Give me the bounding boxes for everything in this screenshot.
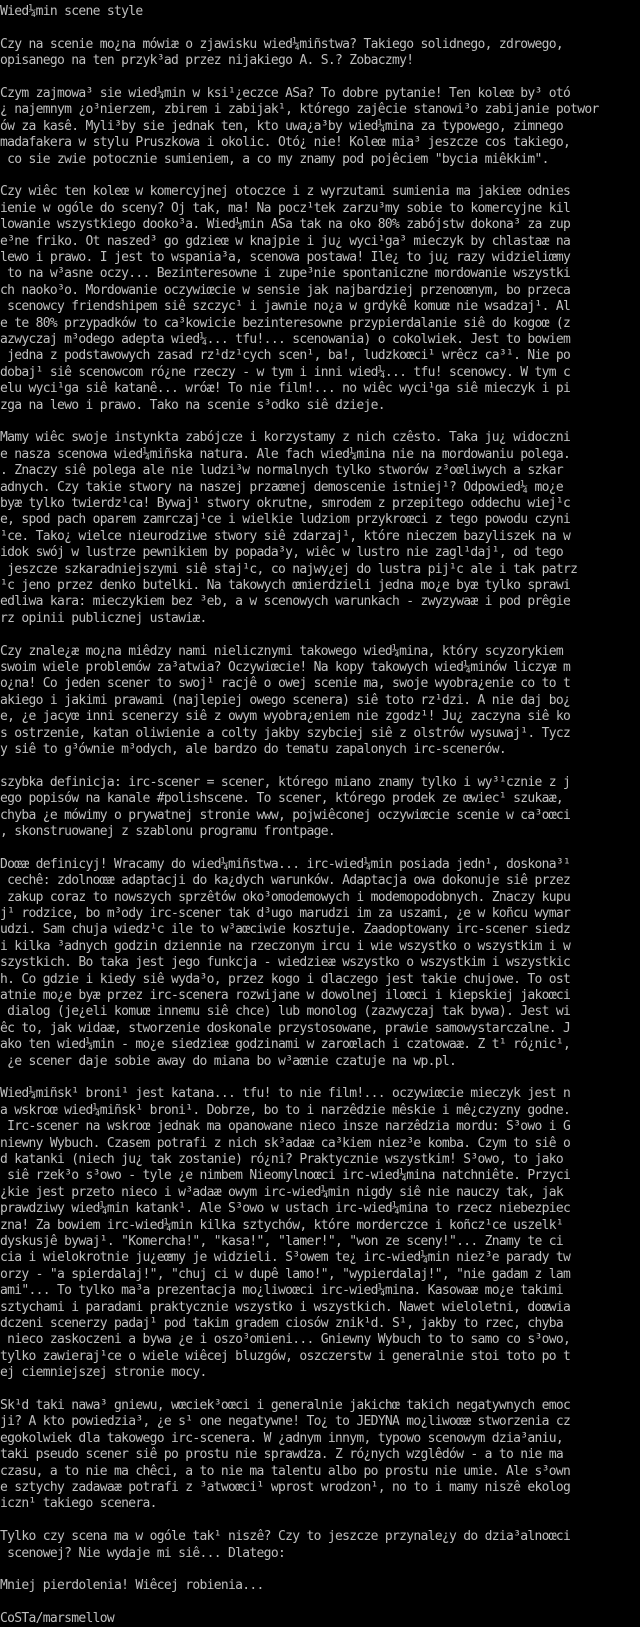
text-line: e, spod pach oparem zamrczaj¹ce i wielkie ludziom przykroœci z tego powodu czyni bbox=[0, 512, 571, 528]
text-line: scenowej? Nie wydaje mi siê... Dlatego: bbox=[0, 1545, 286, 1561]
text-line: nieco zaskoczeni a bywa ¿e i oszo³omieni... Gniewny Wybuch to to samo co s³owo, bbox=[0, 1332, 571, 1348]
text-line: siê rzek³o s³owo - tyle ¿e nimbem Nieomylnoœci irc-wied¼mina natchniête. Przyci bbox=[0, 1168, 571, 1184]
text-line: szybka definicja: irc-scener = scener, którego miano znamy tylko i wy³¹cznie z j bbox=[0, 774, 571, 790]
text-line: tylko zawieraj¹ce o wiele wiêcej bluzgów, oszczerstw i generalnie stoi toto po t bbox=[0, 1348, 571, 1364]
text-line: e te 80% przypadków to ca³kowicie bezinteresowne przypierdalanie siê do kogoœ (z bbox=[0, 315, 571, 331]
text-line: i kilka ³adnych godzin dziennie na rzeczonym ircu i wie wszystko o wszystkim i w bbox=[0, 938, 571, 954]
text-line: atnie mo¿e byæ przez irc-scenera rozwijane w dowolnej iloœci i kiepskiej jakoœci bbox=[0, 988, 571, 1003]
text-line: êc to, jak widaæ, stworzenie doskonale przystosowane, prawie samowystarczalne. J bbox=[0, 1020, 571, 1036]
text-line: egokolwiek dla takowego irc-scenera. W ¿adnym innym, typowo scenowym dzia³aniu, bbox=[0, 1430, 564, 1446]
text-line: azwyczaj m³odego adepta wied¼... tfu!... scenowania) o cokolwiek. Jest to bowiem bbox=[0, 332, 571, 347]
text-line: adnych. Czy takie stwory na naszej przaœnej demoscenie istniej¹? Odpowied¼ mo¿e bbox=[0, 479, 564, 495]
text-line: dialog (je¿eli komuœ innemu siê chce) lub monolog (zazwyczaj tak bywa). Jest wi bbox=[0, 1004, 571, 1020]
text-line: Irc-scener na wskroœ jednak ma opanowane nieco insze narzêdzia mordu: S³owo i G bbox=[0, 1119, 571, 1135]
text-line: udzi. Sam chuja wiedz¹c ile to w³aœciwie kosztuje. Zaadoptowany irc-scener siedz bbox=[0, 922, 571, 938]
text-line: swoim wiele problemów za³atwia? Oczywiœcie! Na kopy takowych wied¼minów liczyæ m bbox=[0, 660, 571, 675]
text-line: , skonstruowanej z szablonu programu frontpage. bbox=[0, 824, 335, 839]
text-line: ienie w ogóle do sceny? Oj tak, ma! Na pocz¹tek zarzu³my sobie to komercyjne kil bbox=[0, 200, 571, 216]
text-line: Wied¼min scene style bbox=[0, 4, 143, 19]
text-line: niewny Wybuch. Czasem potrafi z nich sk³adaæ ca³kiem niez³e komba. Czym to siê o bbox=[0, 1135, 571, 1151]
text-line: sztychami i paradami praktycznie wszystko i wszystkich. Nawet wieloletni, doœwia bbox=[0, 1299, 571, 1315]
text-line: Mniej pierdolenia! Wiêcej robienia... bbox=[0, 1578, 264, 1594]
text-line: chyba ¿e mówimy o prywatnej stronie www, pojwiêconej oczywiœcie scenie w ca³oœci bbox=[0, 807, 571, 823]
text-line: czasu, a to nie ma chêci, a to nie ma talentu albo po prostu nie umie. Ale s³own bbox=[0, 1463, 571, 1479]
text-line: prawdziwy wied¼min katank¹. Ale S³owo w ustach irc-wied¼mina to rzecz niebezpiec bbox=[0, 1201, 571, 1217]
text-line: d katanki (niech ju¿ tak zostanie) ró¿ni? Praktycznie wszystkim! S³owo, to jako bbox=[0, 1152, 564, 1167]
text-line: Doœæ definicyj! Wracamy do wied¼miñstwa... irc-wied¼min posiada jedn¹, doskona³¹ bbox=[0, 856, 571, 872]
text-line: dyskusjê bywaj¹. "Komercha!", "kasa!", "lamer!", "won ze sceny!"... Znamy te ci bbox=[0, 1234, 564, 1249]
text-line: elu wyci¹ga siê katanê... wróæ! To nie film!... no wiêc wyci¹ga siê mieczyk i pi bbox=[0, 381, 571, 397]
text-line: . Znaczy siê polega ale nie ludzi³w normalnych tylko stworów z³oœliwych a szkar bbox=[0, 463, 564, 479]
text-line: e nasza scenowa wied¼miñska natura. Ale fach wied¼mina nie na mordowaniu polega. bbox=[0, 446, 571, 462]
text-line: madafakera w stylu Pruszkowa i okolic. Otó¿ nie! Koleœ mia³ jeszcze cos takiego, bbox=[0, 135, 571, 151]
text-line: zakup coraz to nowszych sprzêtów oko³omodemowych i modemopodobnych. Znaczy kupu bbox=[0, 889, 571, 905]
text-line: ch naoko³o. Mordowanie oczywiœcie w sensie jak najbardziej przenoœnym, bo przeca bbox=[0, 282, 571, 298]
text-line: co sie zwie potocznie sumieniem, a co my znamy pod pojêciem "bycia miêkkim". bbox=[0, 151, 549, 167]
text-line: Mamy wiêc swoje instynkta zabójcze i korzystamy z nich czêsto. Taka ju¿ widoczni bbox=[0, 430, 571, 446]
text-line: edliwa kara: mieczykiem bez ³eb, a w scenowych warunkach - zwyzywaæ i pod prêgie bbox=[0, 594, 571, 610]
text-line: byæ tylko twierdz¹ca! Bywaj¹ stwory okrutne, smrodem z przepitego oddechu wiej¹c bbox=[0, 496, 571, 511]
text-line: Czy wiêc ten koleœ w komercyjnej otoczce i z wyrzutami sumienia ma jakieœ odnies bbox=[0, 184, 571, 200]
text-line: ami"... To tylko ma³a prezentacja mo¿liwoœci irc-wied¼mina. Kasowaæ mo¿e takimi bbox=[0, 1283, 564, 1299]
text-line: dobaj¹ siê scenowcom ró¿ne rzeczy - w tym i inni wied¼... tfu! scenowcy. W tym c bbox=[0, 364, 571, 380]
text-line: e³ne friko. Ot naszed³ go gdzieœ w knajpie i ju¿ wyci¹ga³ mieczyk by chlastaæ na bbox=[0, 233, 571, 249]
text-line: lowanie wszystkiego dooko³a. Wied¼min ASa tak na oko 80% zabójstw dokona³ za zup bbox=[0, 217, 571, 233]
text-line: o¿na! Co jeden scener to swoj¹ racjê o owej scenie ma, swoje wyobra¿enie co to t bbox=[0, 676, 571, 692]
text-line: ¹ce. Tako¿ wielce nieurodziwe stwory siê zdarzaj¹, które nieczem bazyliszek na w bbox=[0, 528, 571, 544]
text-line: zga na lewo i prawo. Tako na scenie s³odko siê dzieje. bbox=[0, 397, 385, 413]
text-line: e, ¿e jacyœ inni scenerzy siê z owym wyobra¿eniem nie zgodz¹! Ju¿ zaczyna siê ko bbox=[0, 709, 571, 725]
text-line: ¹c jeno przez denko butelki. Na takowych œmierdzieli jedna mo¿e byæ tylko sprawi bbox=[0, 578, 571, 593]
text-line: ego popisów na kanale #polishscene. To scener, którego prodek ze œwiec¹ szukaæ, bbox=[0, 791, 564, 807]
text-line: ako ten wied¼min - mo¿e siedzieæ godzinami w zaroœlach i czatowaæ. Z t¹ ró¿nic¹, bbox=[0, 1037, 571, 1053]
text-line: jeszcze szkaradniejszymi siê staj¹c, co najwy¿ej do lustra pij¹c ale i tak patrz bbox=[0, 561, 578, 577]
text-line: Czy znale¿æ mo¿na miêdzy nami nielicznymi takowego wied¼mina, który scyzorykiem bbox=[0, 643, 564, 659]
text-line: akiego i jakimi prawami (najlepiej owego scenera) siê toto rz¹dzi. A nie daj bo¿ bbox=[0, 692, 571, 708]
text-line: jedna z podstawowych zasad rz¹dz¹cych scen¹, ba!, ludzkoœci¹ wrêcz ca³¹. Nie po bbox=[0, 348, 571, 364]
text-line: Czym zajmowa³ sie wied¼min w ksi¹¿eczce ASa? To dobre pytanie! Ten koleœ by³ otó bbox=[0, 86, 571, 101]
text-line: Czy na scenie mo¿na mówiæ o zjawisku wied¼miñstwa? Takiego solidnego, zdrowego, bbox=[0, 36, 564, 52]
text-line: ji? A kto powiedzia³, ¿e s¹ one negatywne! To¿ to JEDYNA mo¿liwoœæ stworzenia cz bbox=[0, 1414, 571, 1430]
text-line: s ostrzenie, katan oliwienie a colty jakby szybciej siê z olstrów wysuwaj¹. Tycz bbox=[0, 725, 571, 741]
text-line: idok swój w lustrze pewnikiem by popada³y, wiêc w lustro nie zagl¹daj¹, od tego bbox=[0, 545, 564, 561]
text-line: opisanego na ten przyk³ad przez nijakiego A. S.? Zobaczmy! bbox=[0, 53, 414, 69]
text-line: j¹ rodzice, bo m³ody irc-scener tak d³ugo marudzi im za uszami, ¿e w koñcu wymar bbox=[0, 906, 571, 921]
text-line: y siê to g³ównie m³odych, ale bardzo do tematu zapalonych irc-scenerów. bbox=[0, 742, 506, 757]
text-line: iczn¹ takiego scenera. bbox=[0, 1496, 157, 1512]
text-line: CoSTa/marsmellow bbox=[0, 1611, 115, 1627]
text-line: ów za kasê. Myli³by sie jednak ten, kto uwa¿a³by wied¼mina za typowego, zimnego bbox=[0, 118, 564, 134]
text-line: orzy - "a spierdalaj!", "chuj ci w dupê lamo!", "wypierdalaj!", "nie gadam z lam bbox=[0, 1266, 571, 1282]
text-line: zna! Za bowiem irc-wied¼min kilka sztychów, które morderczce i koñcz¹ce uszelk¹ bbox=[0, 1217, 564, 1233]
text-line: lewo i prawo. I jest to wspania³a, scenowa postawa! Ile¿ to ju¿ razy widzieliœmy bbox=[0, 250, 571, 265]
text-line: h. Co gdzie i kiedy siê wyda³o, przez kogo i dlaczego jest takie chujowe. To ost bbox=[0, 971, 571, 987]
text-line: ¿kie jest przeto nieco i w³adaæ owym irc-wied¼min nigdy siê nie nauczy tak, jak bbox=[0, 1184, 564, 1200]
text-line: cechê: zdolnoœæ adaptacji do ka¿dych warunków. Adaptacja owa dokonuje siê przez bbox=[0, 873, 571, 889]
text-line: to na w³asne oczy... Bezinteresowne i zupe³nie spontaniczne mordowanie wszystki bbox=[0, 266, 571, 282]
text-line: ¿e scener daje sobie away do miana bo w³aœnie czatuje na wp.pl. bbox=[0, 1053, 457, 1069]
text-line: rz opinii publicznej ustawiæ. bbox=[0, 610, 207, 626]
text-line: e sztychy zadawaæ potrafi z ³atwoœci¹ wprost wrodzon¹, no to i mamy niszê ekolog bbox=[0, 1480, 571, 1495]
text-line: a wskroœ wied¼miñsk¹ broni¹. Dobrze, bo to i narzêdzie mêskie i mê¿czyzny godne. bbox=[0, 1102, 571, 1118]
text-line: taki pseudo scener siê po prostu nie sprawdza. Z ró¿nych wzglêdów - a to nie ma bbox=[0, 1447, 564, 1463]
text-line: Wied¼miñsk¹ broni¹ jest katana... tfu! to nie film!... oczywiœcie mieczyk jest n bbox=[0, 1086, 571, 1102]
text-line: scenowcy friendshipem siê szczyc¹ i jawnie no¿a w grdykê komuœ nie wsadzaj¹. Al bbox=[0, 299, 571, 315]
text-line: ej ciemniejszej stronie mocy. bbox=[0, 1365, 207, 1381]
text-line: szystkich. Bo taka jest jego funkcja - wiedzieæ wszystko o wszystkim i wszystkic bbox=[0, 955, 571, 971]
text-line: Sk¹d taki nawa³ gniewu, wœciek³oœci i generalnie jakichœ takich negatywnych emoc bbox=[0, 1398, 571, 1413]
text-line: dczeni scenerzy padaj¹ pod takim gradem ciosów znik¹d. S¹, jakby to rzec, chyba bbox=[0, 1316, 564, 1331]
text-line: cia i wielokrotnie ju¿eœmy je widzieli. S³owem te¿ irc-wied¼min niez³e parady tw bbox=[0, 1250, 571, 1266]
text-line: ¿ najemnym ¿o³nierzem, zbirem i zabijak¹, którego zajêcie stanowi³o zabijanie potwor bbox=[0, 102, 599, 118]
text-line: Tylko czy scena ma w ogóle tak¹ niszê? Czy to jeszcze przynale¿y do dzia³alnoœci bbox=[0, 1529, 571, 1545]
